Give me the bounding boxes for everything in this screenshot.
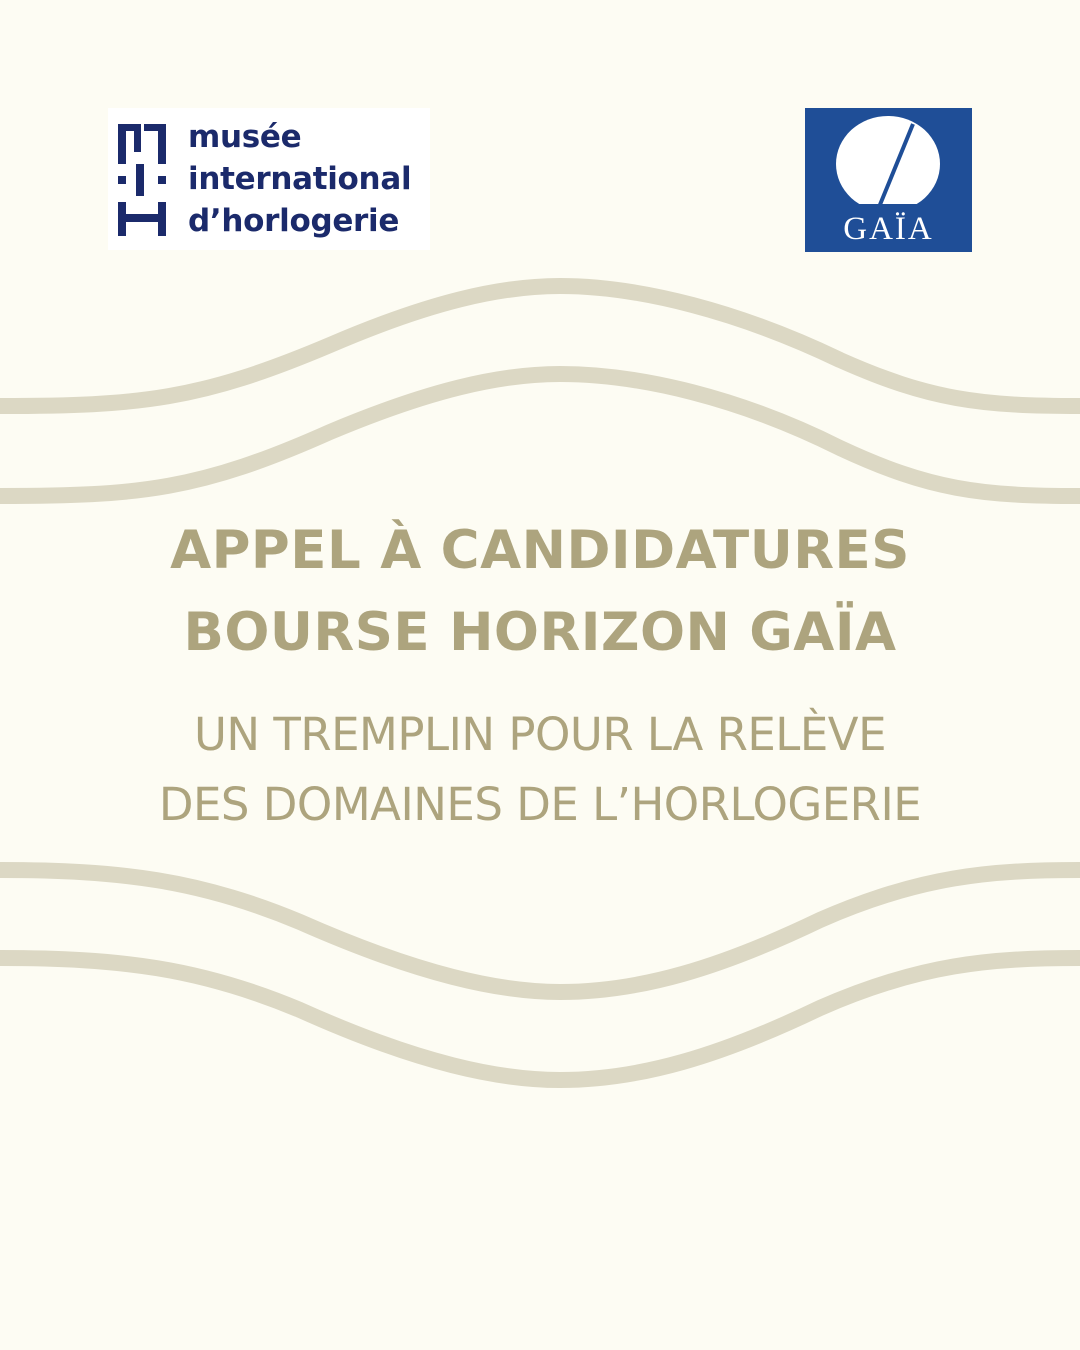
wave-line <box>0 958 1080 1080</box>
gaia-logo <box>805 108 972 252</box>
wave-line <box>0 286 1080 406</box>
subheadline-line-2: DES DOMAINES DE L’HORLOGERIE <box>158 778 922 831</box>
headline-line-2: BOURSE HORIZON GAÏA <box>183 602 897 663</box>
gaia-wordmark: GAÏA <box>843 211 934 247</box>
subheadline-line-1: UN TREMPLIN POUR LA RELÈVE <box>193 708 887 761</box>
mih-wordmark <box>188 116 411 242</box>
headline-line-1: APPEL À CANDIDATURES <box>170 520 910 581</box>
gaia-emblem-icon <box>805 108 972 218</box>
subheadline <box>0 700 1080 840</box>
mih-line-2: international <box>188 161 412 197</box>
mih-line-3: d’horlogerie <box>188 203 400 239</box>
headline <box>0 510 1080 674</box>
mih-line-1: musée <box>188 119 302 155</box>
mih-monogram-icon <box>118 124 166 236</box>
mih-logo <box>108 108 430 250</box>
